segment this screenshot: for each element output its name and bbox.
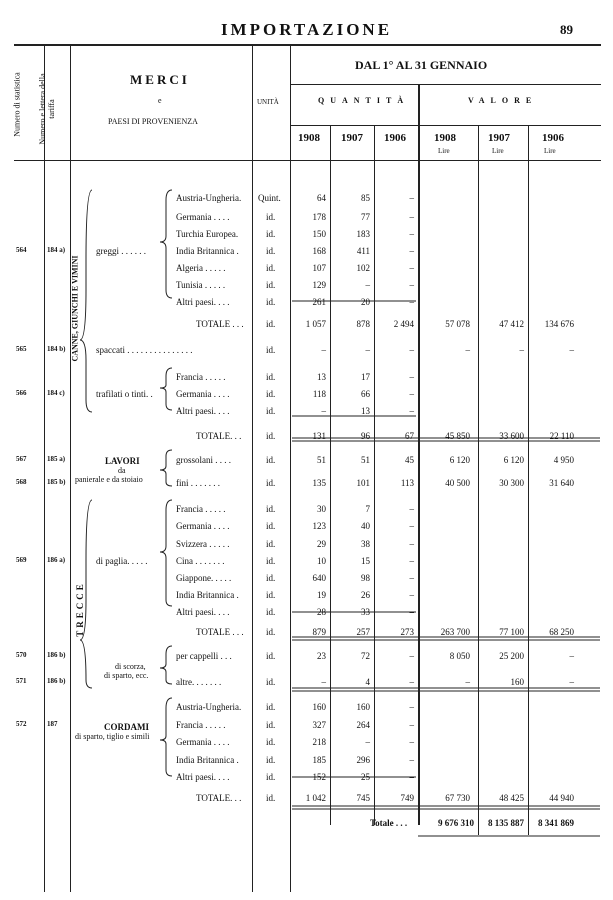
unit-cell: id. xyxy=(266,345,276,355)
quantity-1906: – xyxy=(409,651,414,661)
unit-cell: id. xyxy=(266,280,276,290)
quantity-1906: 749 xyxy=(400,793,414,803)
quantity-1906: – xyxy=(409,772,414,782)
quantity-1906: – xyxy=(409,280,414,290)
unit-cell: id. xyxy=(266,720,276,730)
quantity-1906: – xyxy=(409,573,414,583)
quantity-1906: 273 xyxy=(400,627,414,637)
unit-cell: id. xyxy=(266,677,276,687)
quantity-1908: 13 xyxy=(317,372,326,382)
unit-header: UNITÀ xyxy=(257,98,279,106)
quantity-1908: – xyxy=(321,406,326,416)
quantity-1908: 168 xyxy=(312,246,326,256)
unit-cell: id. xyxy=(266,539,276,549)
grand-total-label: Totale . . . xyxy=(370,818,408,828)
quantity-1907: 33 xyxy=(361,607,370,617)
quantity-1908: 218 xyxy=(312,737,326,747)
value-1906: 134 676 xyxy=(544,319,574,329)
lavori-label: LAVORI xyxy=(105,456,140,466)
value-1908: – xyxy=(465,677,470,687)
country-label: Francia . . . . . xyxy=(176,372,226,382)
country-label: Altri paesi. . . . xyxy=(176,607,230,617)
year-v-1907: 1907 xyxy=(488,132,510,144)
quantity-1906: – xyxy=(409,297,414,307)
quantity-1907: 96 xyxy=(361,431,370,441)
quantity-1907: 26 xyxy=(361,590,370,600)
value-1908: 6 120 xyxy=(449,455,470,465)
unit-cell: id. xyxy=(266,431,276,441)
quantity-1907: 7 xyxy=(365,504,370,514)
grand-total-1906: 8 341 869 xyxy=(538,818,574,828)
value-1908: 263 700 xyxy=(440,627,470,637)
country-label: Germania . . . . xyxy=(176,389,230,399)
quantity-1907: 878 xyxy=(356,319,370,329)
quantity-1908: 23 xyxy=(317,651,326,661)
value-1906: 31 640 xyxy=(549,478,574,488)
unit-cell: id. xyxy=(266,521,276,531)
quantity-1906: – xyxy=(409,504,414,514)
quantity-1906: – xyxy=(409,372,414,382)
country-label: Algeria . . . . . xyxy=(176,263,226,273)
quantity-1908: 178 xyxy=(312,212,326,222)
grand-total-1908: 9 676 310 xyxy=(438,818,474,828)
quantity-1908: 107 xyxy=(312,263,326,273)
unit-cell: id. xyxy=(266,212,276,222)
value-1907: 160 xyxy=(510,677,524,687)
value-1907: 25 200 xyxy=(499,651,524,661)
quantity-1907: 72 xyxy=(361,651,370,661)
quantity-1908: 129 xyxy=(312,280,326,290)
category-label: di paglia. . . . . xyxy=(96,556,148,566)
country-label: India Britannica . xyxy=(176,246,239,256)
year-v-1906: 1906 xyxy=(542,132,564,144)
lire-label-2: Lire xyxy=(492,147,504,155)
category-label: trafilati o tinti. . xyxy=(96,389,153,399)
stat-number: 566 xyxy=(16,389,27,397)
unit-cell: id. xyxy=(266,793,276,803)
quantity-1907: 38 xyxy=(361,539,370,549)
quantity-1907: 17 xyxy=(361,372,370,382)
quantity-1906: 45 xyxy=(405,455,414,465)
country-label: Cina . . . . . . . xyxy=(176,556,225,566)
unit-cell: id. xyxy=(266,478,276,488)
scorza-label: di scorza, xyxy=(115,662,146,671)
quantity-1908: 327 xyxy=(312,720,326,730)
value-1907: 30 300 xyxy=(499,478,524,488)
stat-number: 568 xyxy=(16,478,27,486)
country-label: altre. . . . . . . xyxy=(176,677,222,687)
tariff-number: 185 b) xyxy=(47,478,66,486)
year-v-1908: 1908 xyxy=(434,132,456,144)
value-1908: 67 730 xyxy=(445,793,470,803)
quantity-1908: 64 xyxy=(317,193,326,203)
quantity-1907: 20 xyxy=(361,297,370,307)
quantity-1907: 160 xyxy=(356,702,370,712)
value-1908: 57 078 xyxy=(445,319,470,329)
unit-cell: id. xyxy=(266,755,276,765)
value-1906: – xyxy=(569,345,574,355)
value-1908: 40 500 xyxy=(445,478,470,488)
stat-number: 571 xyxy=(16,677,27,685)
value-1907: 47 412 xyxy=(499,319,524,329)
period-header: DAL 1° AL 31 GENNAIO xyxy=(355,58,488,72)
quantity-1908: 123 xyxy=(312,521,326,531)
quantity-1907: 51 xyxy=(361,455,370,465)
quantity-1906: – xyxy=(409,212,414,222)
value-1907: 77 100 xyxy=(499,627,524,637)
quantity-1908: 30 xyxy=(317,504,326,514)
quantity-1907: 101 xyxy=(356,478,370,488)
quantity-1907: 85 xyxy=(361,193,370,203)
quantity-1907: 13 xyxy=(361,406,370,416)
country-label: TOTALE . . . xyxy=(196,627,244,637)
quantity-1906: – xyxy=(409,590,414,600)
quantity-1907: 66 xyxy=(361,389,370,399)
quantity-1907: 257 xyxy=(356,627,370,637)
tariff-number: 184 c) xyxy=(47,389,65,397)
quantity-1907: 4 xyxy=(365,677,370,687)
value-header: VALORE xyxy=(468,96,538,105)
country-label: fini . . . . . . . xyxy=(176,478,220,488)
stat-number: 564 xyxy=(16,246,27,254)
value-1907: 33 600 xyxy=(499,431,524,441)
unit-cell: id. xyxy=(266,246,276,256)
category-label: greggi . . . . . . xyxy=(96,246,146,256)
quantity-1907: 40 xyxy=(361,521,370,531)
quantity-1906: – xyxy=(409,521,414,531)
lire-label-3: Lire xyxy=(544,147,556,155)
unit-cell: Quint. xyxy=(258,193,281,203)
value-1907: 6 120 xyxy=(503,455,524,465)
value-1906: 44 940 xyxy=(549,793,574,803)
tariff-number: 184 a) xyxy=(47,246,66,254)
tariff-number: 186 b) xyxy=(47,677,66,685)
unit-cell: id. xyxy=(266,263,276,273)
value-1907: – xyxy=(519,345,524,355)
stat-number: 569 xyxy=(16,556,27,564)
quantity-1908: 261 xyxy=(312,297,326,307)
unit-cell: id. xyxy=(266,737,276,747)
tariff-number: 184 b) xyxy=(47,345,66,353)
quantity-1908: 51 xyxy=(317,455,326,465)
country-label: Austria-Ungheria. xyxy=(176,193,242,203)
unit-cell: id. xyxy=(266,406,276,416)
cordami-label: CORDAMI xyxy=(104,722,149,732)
tariff-number: 186 a) xyxy=(47,556,66,564)
unit-cell: id. xyxy=(266,627,276,637)
value-1908: 45 850 xyxy=(445,431,470,441)
year-q-1907: 1907 xyxy=(341,132,363,144)
quantity-1908: 118 xyxy=(312,389,326,399)
quantity-1907: 102 xyxy=(356,263,370,273)
cordami-sub-label: di sparto, tiglio e simili xyxy=(75,732,150,741)
group-canne-label: CANNE, GIUNCHI E VIMINI xyxy=(70,255,80,362)
quantity-1907: 745 xyxy=(356,793,370,803)
quantity-1907: 411 xyxy=(356,246,370,256)
quantity-1906: 113 xyxy=(400,478,414,488)
quantity-1906: – xyxy=(409,755,414,765)
unit-cell: id. xyxy=(266,772,276,782)
quantity-1907: – xyxy=(365,737,370,747)
col-tariff-header: Numero e lettera della tariffa xyxy=(38,73,56,145)
country-label: Francia . . . . . xyxy=(176,504,226,514)
unit-cell: id. xyxy=(266,504,276,514)
lavori-panierale-label: panierale e da stoiaio xyxy=(75,475,143,484)
country-label: Turchia Europea. xyxy=(176,229,239,239)
country-label: Tunisia . . . . . xyxy=(176,280,226,290)
country-label: India Britannica . xyxy=(176,590,239,600)
quantity-1906: – xyxy=(409,263,414,273)
quantity-1906: – xyxy=(409,556,414,566)
quantity-1907: 77 xyxy=(361,212,370,222)
unit-cell: id. xyxy=(266,573,276,583)
quantity-1907: 25 xyxy=(361,772,370,782)
value-1906: 4 950 xyxy=(553,455,574,465)
quantity-1906: – xyxy=(409,720,414,730)
unit-cell: id. xyxy=(266,389,276,399)
unit-cell: id. xyxy=(266,229,276,239)
quantity-1908: 640 xyxy=(312,573,326,583)
country-label: Altri paesi. . . . xyxy=(176,297,230,307)
value-1906: – xyxy=(569,677,574,687)
value-1906: 22 110 xyxy=(549,431,574,441)
unit-cell: id. xyxy=(266,455,276,465)
stat-number: 572 xyxy=(16,720,27,728)
tariff-number: 187 xyxy=(47,720,58,728)
unit-cell: id. xyxy=(266,651,276,661)
country-label: Francia . . . . . xyxy=(176,720,226,730)
quantity-1907: 264 xyxy=(356,720,370,730)
value-1908: – xyxy=(465,345,470,355)
tariff-number: 185 a) xyxy=(47,455,66,463)
quantity-1906: 67 xyxy=(405,431,414,441)
quantity-1906: – xyxy=(409,246,414,256)
quantity-1908: 29 xyxy=(317,539,326,549)
unit-cell: id. xyxy=(266,702,276,712)
quantity-1906: – xyxy=(409,229,414,239)
quantity-1906: – xyxy=(409,406,414,416)
quantity-1908: – xyxy=(321,677,326,687)
country-label: Germania . . . . xyxy=(176,737,230,747)
paesi-header: PAESI DI PROVENIENZA xyxy=(108,117,198,126)
quantity-1906: – xyxy=(409,677,414,687)
quantity-1908: 185 xyxy=(312,755,326,765)
unit-cell: id. xyxy=(266,590,276,600)
quantity-1907: 15 xyxy=(361,556,370,566)
quantity-1907: 296 xyxy=(356,755,370,765)
quantity-1908: 160 xyxy=(312,702,326,712)
value-1907: 48 425 xyxy=(499,793,524,803)
unit-cell: id. xyxy=(266,607,276,617)
sparto-label: di sparto, ecc. xyxy=(104,671,149,680)
category-label: spaccati . . . . . . . . . . . . . . . xyxy=(96,345,193,355)
country-label: Germania . . . . xyxy=(176,212,230,222)
quantity-1906: – xyxy=(409,345,414,355)
quantity-1908: 879 xyxy=(312,627,326,637)
quantity-header: QUANTITÀ xyxy=(318,96,410,105)
quantity-1908: 19 xyxy=(317,590,326,600)
group-trecce-label: TRECCE xyxy=(75,581,85,637)
country-label: TOTALE. . . xyxy=(196,793,242,803)
country-label: TOTALE . . . xyxy=(196,319,244,329)
country-label: TOTALE. . . xyxy=(196,431,242,441)
e-header: e xyxy=(158,96,162,105)
unit-cell: id. xyxy=(266,556,276,566)
quantity-1908: 1 042 xyxy=(305,793,326,803)
country-label: Giappone. . . . . xyxy=(176,573,232,583)
lavori-da-label: da xyxy=(118,466,126,475)
quantity-1908: 10 xyxy=(317,556,326,566)
quantity-1907: – xyxy=(365,345,370,355)
quantity-1906: – xyxy=(409,737,414,747)
tariff-number: 186 b) xyxy=(47,651,66,659)
value-1908: 8 050 xyxy=(449,651,470,661)
country-label: India Britannica . xyxy=(176,755,239,765)
country-label: Germania . . . . xyxy=(176,521,230,531)
country-label: Svizzera . . . . . xyxy=(176,539,230,549)
page-number: 89 xyxy=(560,22,573,37)
country-label: Austria-Ungheria. xyxy=(176,702,242,712)
quantity-1908: 1 057 xyxy=(305,319,326,329)
quantity-1908: 135 xyxy=(312,478,326,488)
stat-number: 565 xyxy=(16,345,27,353)
col-stat-header: Numero di statistica xyxy=(12,72,22,137)
lire-label-1: Lire xyxy=(438,147,450,155)
country-label: Altri paesi. . . . xyxy=(176,406,230,416)
quantity-1907: 183 xyxy=(356,229,370,239)
quantity-1907: 98 xyxy=(361,573,370,583)
quantity-1908: 131 xyxy=(312,431,326,441)
quantity-1908: – xyxy=(321,345,326,355)
quantity-1906: – xyxy=(409,539,414,549)
unit-cell: id. xyxy=(266,372,276,382)
stat-number: 567 xyxy=(16,455,27,463)
value-1906: – xyxy=(569,651,574,661)
unit-cell: id. xyxy=(266,297,276,307)
quantity-1906: – xyxy=(409,193,414,203)
year-q-1906: 1906 xyxy=(384,132,406,144)
year-q-1908: 1908 xyxy=(298,132,320,144)
value-1906: 68 250 xyxy=(549,627,574,637)
quantity-1908: 28 xyxy=(317,607,326,617)
country-label: Altri paesi. . . . xyxy=(176,772,230,782)
merci-header: MERCI xyxy=(130,72,190,87)
quantity-1906: – xyxy=(409,607,414,617)
quantity-1906: – xyxy=(409,389,414,399)
quantity-1908: 152 xyxy=(312,772,326,782)
quantity-1906: 2 494 xyxy=(393,319,414,329)
unit-cell: id. xyxy=(266,319,276,329)
grand-total-1907: 8 135 887 xyxy=(488,818,524,828)
stat-number: 570 xyxy=(16,651,27,659)
page-title: IMPORTAZIONE xyxy=(220,20,393,39)
quantity-1907: – xyxy=(365,280,370,290)
country-label: per cappelli . . . xyxy=(176,651,232,661)
quantity-1906: – xyxy=(409,702,414,712)
quantity-1908: 150 xyxy=(312,229,326,239)
country-label: grossolani . . . . xyxy=(176,455,231,465)
